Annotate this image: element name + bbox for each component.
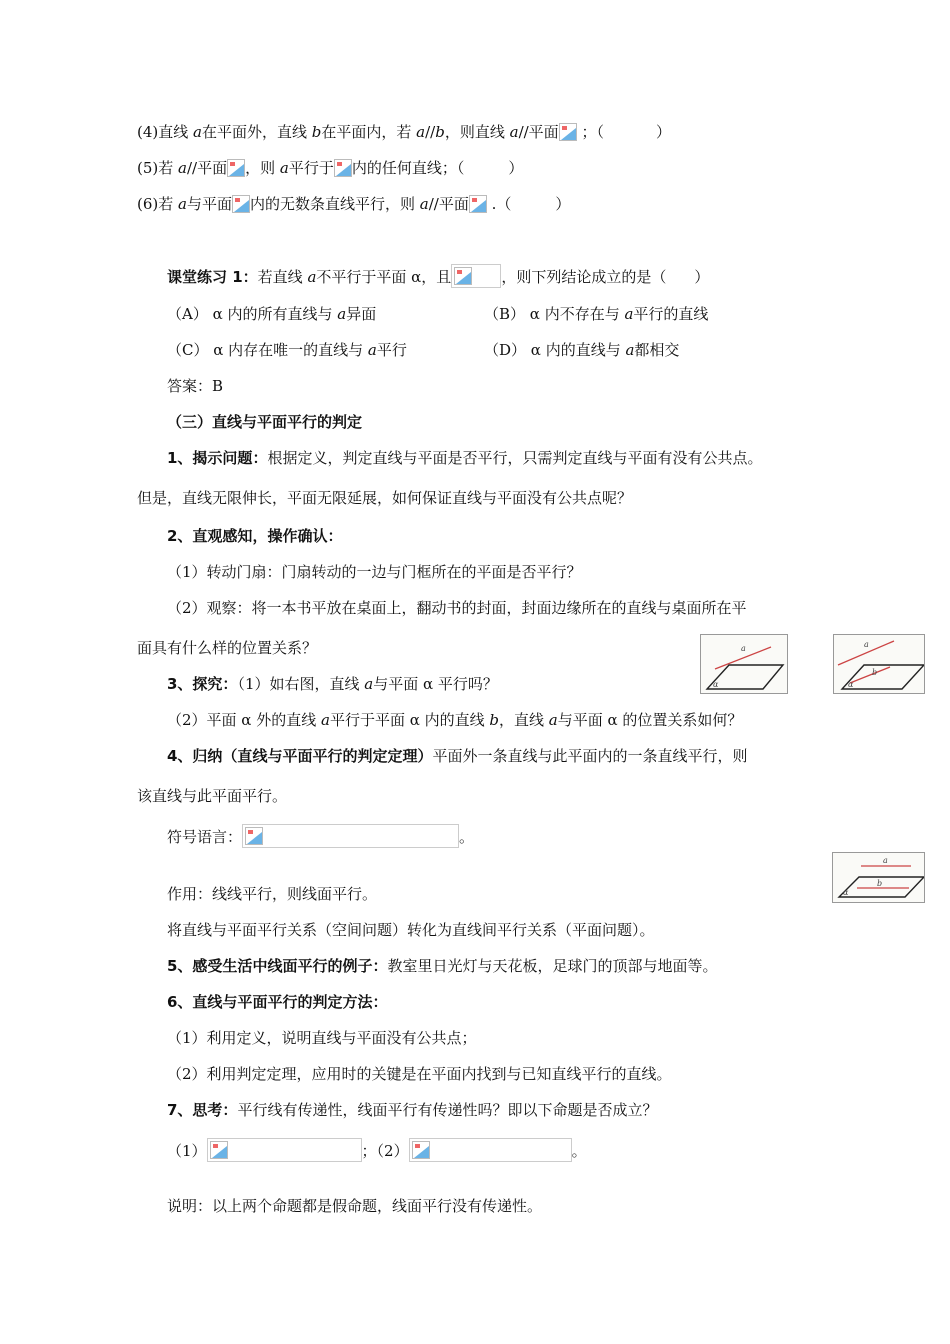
broken-image-icon [245, 827, 263, 845]
step-5: 5、感受生活中线面平行的例子：教室里日光灯与天花板，足球门的顶部与地面等。 [167, 957, 718, 975]
figure-line-parallel-plane [700, 634, 788, 694]
formula-image-field [242, 824, 459, 848]
figure-theorem [832, 852, 925, 903]
formula-image-field-1 [207, 1138, 362, 1162]
function-note-2: 将直线与平面平行关系（空间问题）转化为直线间平行关系（平面问题）。 [167, 921, 655, 939]
question-5: (5)若 a//平面 ，则 a平行于 内的任何直线；（ ） [137, 159, 524, 177]
step-6: 6、直线与平面平行的判定方法： [167, 993, 388, 1011]
option-a: （A） α 内的所有直线与 a异面 [167, 305, 377, 323]
step-1-continued: 但是，直线无限伸长，平面无限延展，如何保证直线与平面没有公共点呢？ [137, 489, 633, 507]
fig2-label-b: b [872, 668, 878, 677]
step-4: 4、归纳（直线与平面平行的判定定理）平面外一条直线与此平面内的一条直线平行，则 [167, 747, 748, 765]
step-2-item-1: （1）转动门扇：门扇转动的一边与门框所在的平面是否平行？ [167, 563, 582, 581]
step-3-item-2: （2）平面 α 外的直线 a平行于平面 α 内的直线 b，直线 a与平面 α 的位置关系如何？ [167, 711, 743, 729]
question-4: (4)直线 a在平面外，直线 b在平面内，若 a//b，则直线 a//平面 ；（ ） [137, 123, 671, 141]
answer: 答案：B [167, 377, 224, 395]
fig1-label-alpha: α [713, 680, 719, 689]
section-heading-3: （三）直线与平面平行的判定 [167, 413, 363, 431]
option-d: （D） α 内的直线与 a都相交 [484, 341, 680, 359]
broken-image-icon [412, 1141, 430, 1159]
step-2: 2、直观感知，操作确认： [167, 527, 343, 545]
option-b: （B） α 内不存在与 a平行的直线 [484, 305, 709, 323]
broken-image-icon [227, 159, 245, 177]
step-6-item-1: （1）利用定义，说明直线与平面没有公共点； [167, 1029, 477, 1047]
fig3-label-a: a [883, 856, 888, 865]
step-1: 1、揭示问题：根据定义，判定直线与平面是否平行，只需判定直线与平面有没有公共点。 [167, 449, 763, 467]
broken-image-icon [232, 195, 250, 213]
fig3-label-b: b [877, 879, 883, 888]
symbolic-language: 符号语言： 。 [167, 824, 474, 848]
fig2-label-a: a [864, 640, 869, 649]
step-7: 7、思考：平行线有传递性，线面平行有传递性吗？即以下命题是否成立？ [167, 1101, 658, 1119]
exercise-1: 课堂练习 1：若直线 a不平行于平面 α，且 ，则下列结论成立的是（ ） [167, 264, 709, 288]
broken-image-icon [334, 159, 352, 177]
broken-image-icon [210, 1141, 228, 1159]
option-c: （C） α 内存在唯一的直线与 a平行 [167, 341, 407, 359]
step-3: 3、探究：（1）如右图，直线 a与平面 α 平行吗？ [167, 675, 498, 693]
function-note: 作用：线线平行，则线面平行。 [167, 885, 378, 903]
broken-image-icon [469, 195, 487, 213]
step-4-continued: 该直线与此平面平行。 [137, 787, 288, 805]
question-6: (6)若 a与平面 内的无数条直线平行，则 a//平面 .（ ） [137, 195, 571, 213]
fig2-label-alpha: α [848, 680, 854, 689]
formula-image-field-2 [409, 1138, 572, 1162]
broken-image-icon [559, 123, 577, 141]
step-2-item-2: （2）观察：将一本书平放在桌面上，翻动书的封面，封面边缘所在的直线与桌面所在平 [167, 599, 747, 617]
explanation: 说明：以上两个命题都是假命题，线面平行没有传递性。 [167, 1197, 543, 1215]
step-2-item-2-continued: 面具有什么样的位置关系？ [137, 639, 318, 657]
step-7-propositions: （1） ；（2） 。 [167, 1138, 587, 1162]
broken-image-icon [454, 267, 472, 285]
formula-image-field [451, 264, 501, 288]
figure-line-parallel-line-in-plane [833, 634, 925, 694]
fig3-label-alpha: α [843, 888, 849, 897]
step-6-item-2: （2）利用判定定理，应用时的关键是在平面内找到与已知直线平行的直线。 [167, 1065, 672, 1083]
fig1-label-a: a [741, 644, 746, 653]
